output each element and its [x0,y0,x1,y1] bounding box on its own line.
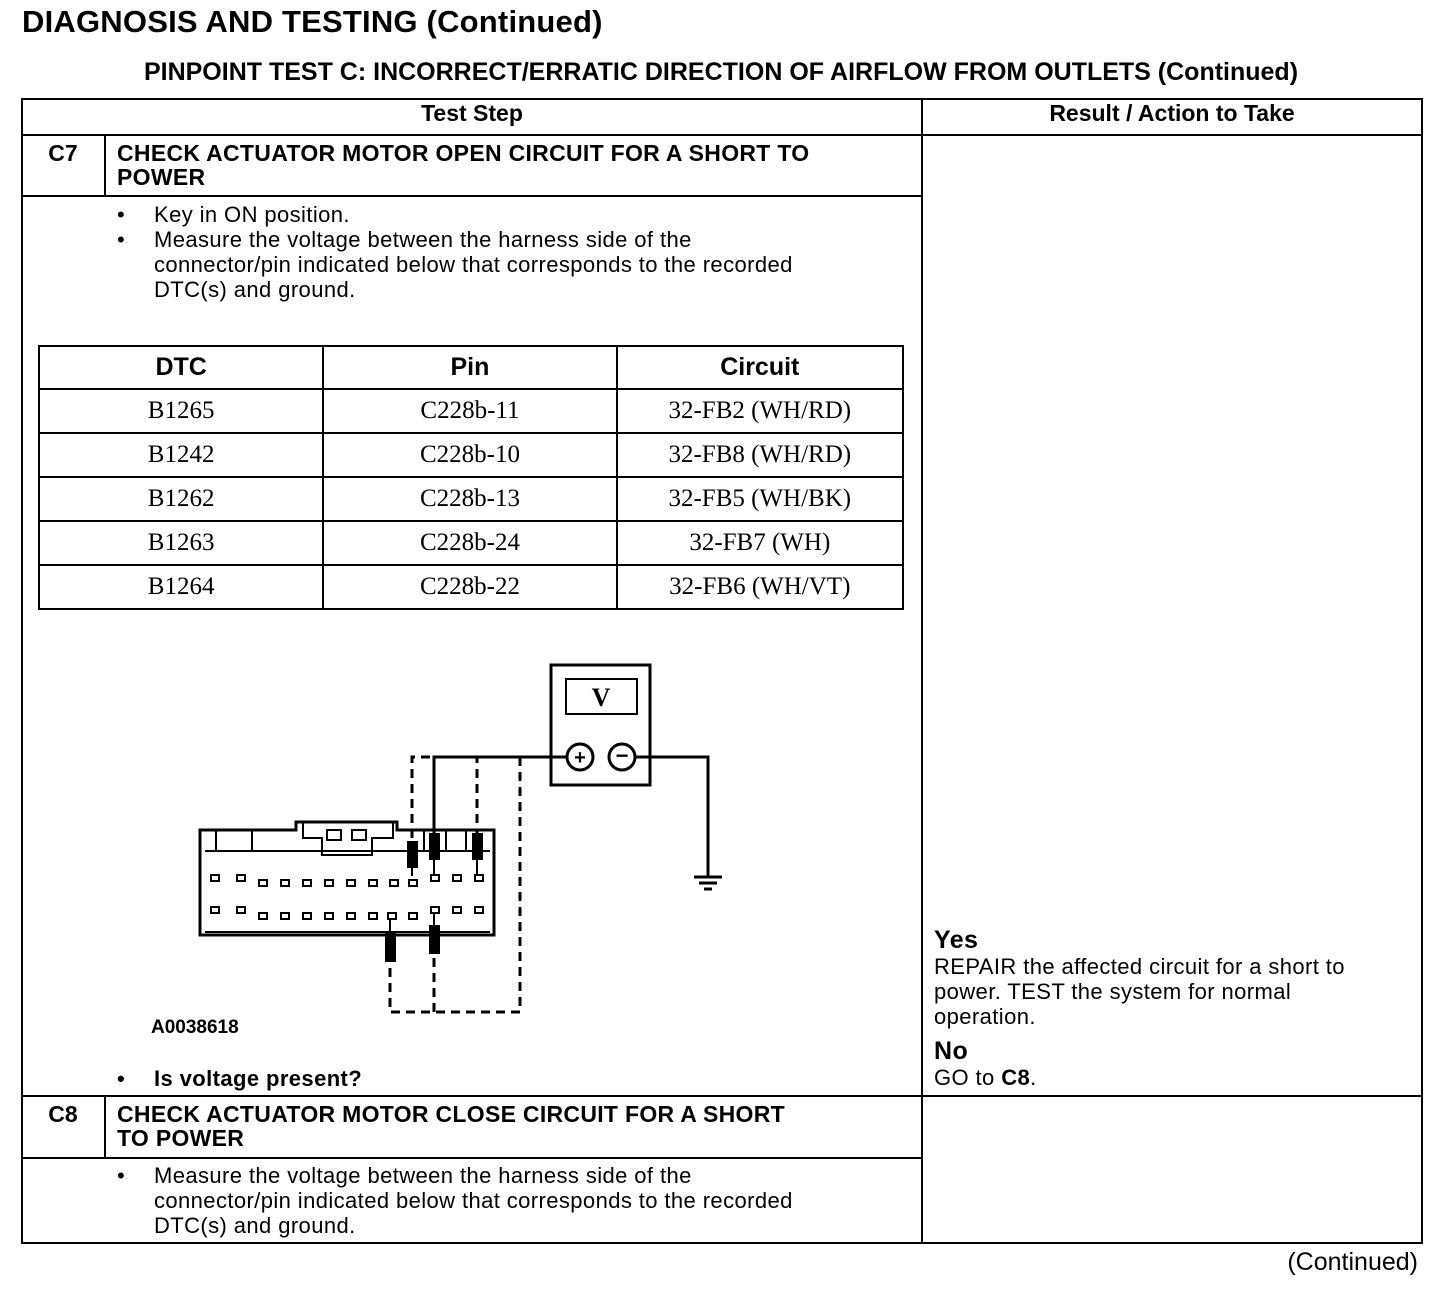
svg-text:+: + [574,747,586,769]
pin-cell: C228b-13 [323,477,616,521]
circuit-header: Circuit [617,346,903,389]
pin-header: Pin [323,346,616,389]
pin-cell: C228b-11 [323,389,616,433]
figure-id: A0038618 [151,1017,239,1038]
pin-cell: C228b-24 [323,521,616,565]
column-header-result: Result / Action to Take [1049,100,1295,126]
no-label: No [934,1037,969,1065]
result-no: No GO to C8. [934,1038,1414,1090]
instruction-bullet: • Measure the voltage between the harness side of the connector/pin indicated below that corresponds to the recorded DTC(s) and ground. [117,227,793,302]
circuit-cell: 32-FB7 (WH) [617,521,903,565]
page-subtitle: PINPOINT TEST C: INCORRECT/ERRATIC DIRECTION OF AIRFLOW FROM OUTLETS (Continued) [143,58,1299,86]
question-bullet: • Is voltage present? [117,1066,363,1091]
probe-tips [386,834,482,961]
svg-text:−: − [615,743,629,768]
negative-lead-wire [635,757,708,876]
circuit-cell: 32-FB5 (WH/BK) [617,477,903,521]
step-title: CHECK ACTUATOR MOTOR CLOSE CIRCUIT FOR A SHORT TO POWER [117,1101,786,1151]
goto-step-link[interactable]: C8 [1001,1065,1031,1090]
pin-cell: C228b-22 [323,565,616,609]
dtc-cell: B1263 [39,521,323,565]
dtc-header: DTC [39,346,323,389]
circuit-cell: 32-FB8 (WH/RD) [617,433,903,477]
step-title: CHECK ACTUATOR MOTOR OPEN CIRCUIT FOR A SHORT TO POWER [117,140,810,190]
step-number: C8 [48,1101,78,1127]
voltmeter-symbol: V [591,683,611,712]
instruction-bullet: • Measure the voltage between the harness side of the connector/pin indicated below that corresponds to the recorded DTC(s) and ground. [117,1163,793,1238]
dtc-cell: B1242 [39,433,323,477]
result-yes: Yes REPAIR the affected circuit for a short to power. TEST the system for normal operation. [934,927,1414,1029]
page-title: DIAGNOSIS AND TESTING (Continued) [22,4,603,39]
continued-footer: (Continued) [1287,1248,1418,1276]
circuit-cell: 32-FB6 (WH/VT) [617,565,903,609]
step-number: C7 [48,140,78,166]
circuit-cell: 32-FB2 (WH/RD) [617,389,903,433]
positive-lead-wire [434,757,567,838]
instruction-bullet: • Key in ON position. [117,202,350,227]
column-header-test-step: Test Step [421,100,523,126]
dtc-cell: B1265 [39,389,323,433]
dtc-cell: B1262 [39,477,323,521]
dtc-cell: B1264 [39,565,323,609]
pin-cell: C228b-10 [323,433,616,477]
yes-label: Yes [934,926,979,954]
connector-pin-cavities [211,875,483,919]
